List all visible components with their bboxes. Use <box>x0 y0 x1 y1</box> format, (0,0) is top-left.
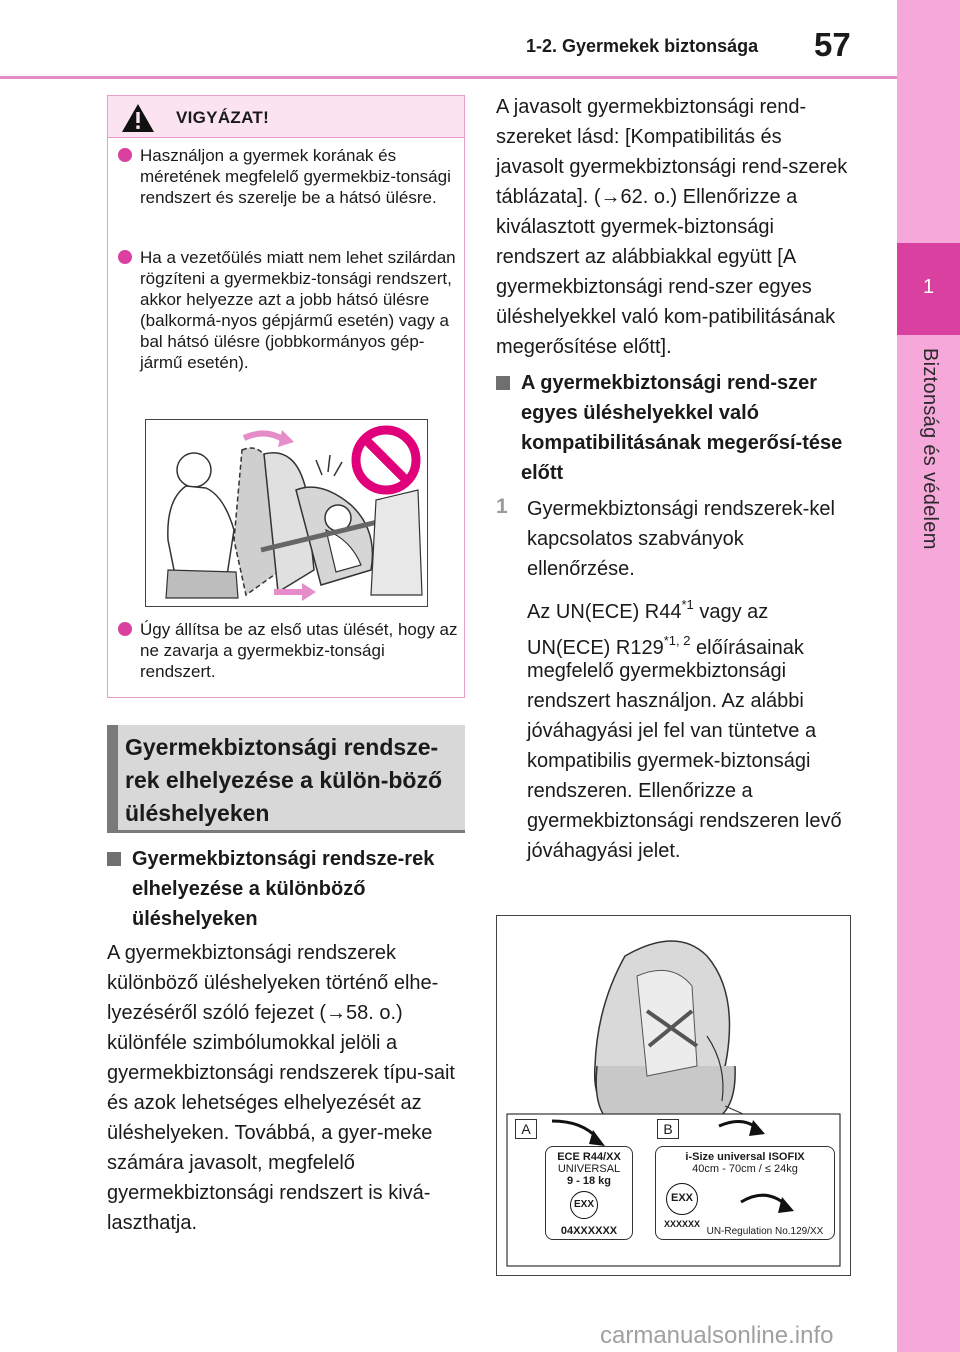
bullet-dot-icon <box>118 148 132 162</box>
label-a-line: 9 - 18 kg <box>566 1175 612 1187</box>
label-b-card <box>655 1146 835 1240</box>
footer-watermark: carmanualsonline.info <box>600 1322 834 1349</box>
page-number: 57 <box>814 26 851 63</box>
approval-mark-icon: EXX <box>570 1191 598 1219</box>
label-a-line: ECE R44/XX <box>557 1151 621 1163</box>
label-b-code: XXXXXX <box>663 1219 701 1229</box>
warning-bullet <box>118 247 458 373</box>
section-heading-bar <box>107 725 118 830</box>
chapter-tab <box>897 0 960 1352</box>
left-body-paragraph: A gyermekbiztonsági rendszerek különböző üléshelyeken történő elhe-lyezéséről szóló fejezet (→58. o.) különféle szimbólumokkal jelöli a gyermekbiztonsági rendszerek típu-sait és azok lehetséges elhelyezését az üléshelyeken. Továbbá, a gyer-meke számára javasolt, megfelelő gyermekbiztonsági rendszert is kivá-laszthatja. <box>107 942 455 1234</box>
step-standard-line-1 <box>527 590 853 627</box>
approval-label-figure <box>496 915 851 1276</box>
bullet-dot-icon <box>118 250 132 264</box>
bullet-dot-icon <box>118 622 132 636</box>
section-heading-box <box>107 725 465 833</box>
label-a-code: 04XXXXXX <box>560 1225 618 1237</box>
warning-triangle-icon <box>120 102 156 134</box>
chapter-number: 1 <box>922 276 935 298</box>
step-text: Az UN(ECE) R44 <box>527 601 682 623</box>
subsection-heading <box>496 368 851 488</box>
step-description: megfelelő gyermekbiztonsági rendszert használjon. Az alábbi jóváhagyási jel fel van tüntetve a kompatibilis gyermek-biztonsági rendszeren. Ellenőrizze a gyermekbiztonsági rendszeren levő jóváhagyási jelet. <box>527 660 842 862</box>
warning-bullet <box>118 145 458 208</box>
label-b-line: i-Size universal ISOFIX <box>685 1151 805 1163</box>
approval-mark-icon: EXX <box>666 1183 698 1215</box>
right-intro-paragraph: A javasolt gyermekbiztonsági rend-szereket lásd: [Kompatibilitás és javasolt gyermekbiztonsági rend-szerek táblázata]. (→62. o.) Ellenőrizze a kiválasztott gyermek-biztonsági rendszert az alábbiakkal együtt [A gyermekbiztonsági rend-szer egyes üléshelyekkel való kom-patibilitásának megerősítése előtt]. <box>496 96 848 358</box>
label-b: B <box>657 1119 679 1139</box>
subsection-heading-text: Gyermekbiztonsági rendsze-rek elhelyezése a különböző üléshelyeken <box>132 848 435 930</box>
subsection-heading-text: A gyermekbiztonsági rend-szer egyes üléshelyekkel való kompatibilitásának megerősí-tése előtt <box>521 372 843 484</box>
warning-title: VIGYÁZAT! <box>176 108 270 127</box>
warning-header <box>108 96 464 138</box>
label-a: A <box>515 1119 537 1139</box>
warning-bullet <box>118 619 458 682</box>
footnote-ref: *1 <box>681 597 694 612</box>
section-heading: Gyermekbiztonsági rendsze-rek elhelyezése a külön-böző üléshelyeken <box>125 734 443 826</box>
square-bullet-icon <box>496 376 510 390</box>
footnote-ref: *1, 2 <box>663 633 691 648</box>
label-a-card <box>545 1146 633 1240</box>
header-section-title: 1-2. Gyermekek biztonsága <box>526 36 759 56</box>
chapter-title: Biztonság és védelem <box>919 348 941 550</box>
subsection-heading <box>107 844 465 934</box>
warning-box <box>107 95 465 698</box>
warning-bullet-text: Használjon a gyermek korának és méretének megfelelő gyermekbiz-tonsági rendszert és szerelje be a hátsó ülésre. <box>140 146 451 207</box>
step-text: előírásainak <box>690 637 804 659</box>
label-b-regulation: UN-Regulation No.129/XX <box>706 1226 824 1237</box>
label-b-line: 40cm - 70cm / ≤ 24kg <box>692 1163 798 1175</box>
curved-arrow-icon <box>656 1147 834 1239</box>
warning-bullet-text: Ha a vezetőülés miatt nem lehet szilárdan rögzíteni a gyermekbiz-tonsági rendszert, akkor helyezze azt a jobb hátsó ülésre (balkormá-nyos gépjármű esetén) vagy a bal hátsó ülésre (jobbkormányos gép-jármű esetén). <box>140 248 456 372</box>
step-text: vagy az <box>693 601 769 623</box>
seat-conflict-illustration <box>145 419 428 607</box>
square-bullet-icon <box>107 852 121 866</box>
step-text: UN(ECE) R129 <box>527 637 664 659</box>
header-divider <box>0 76 897 79</box>
step-number: 1 <box>496 495 508 518</box>
step-title: Gyermekbiztonsági rendszerek-kel kapcsolatos szabványok ellenőrzése. <box>527 498 835 580</box>
label-a-line: UNIVERSAL <box>557 1163 621 1175</box>
warning-bullet-text: Úgy állítsa be az első utas ülését, hogy az ne zavarja a gyermekbiz-tonsági rendszert. <box>140 620 458 681</box>
